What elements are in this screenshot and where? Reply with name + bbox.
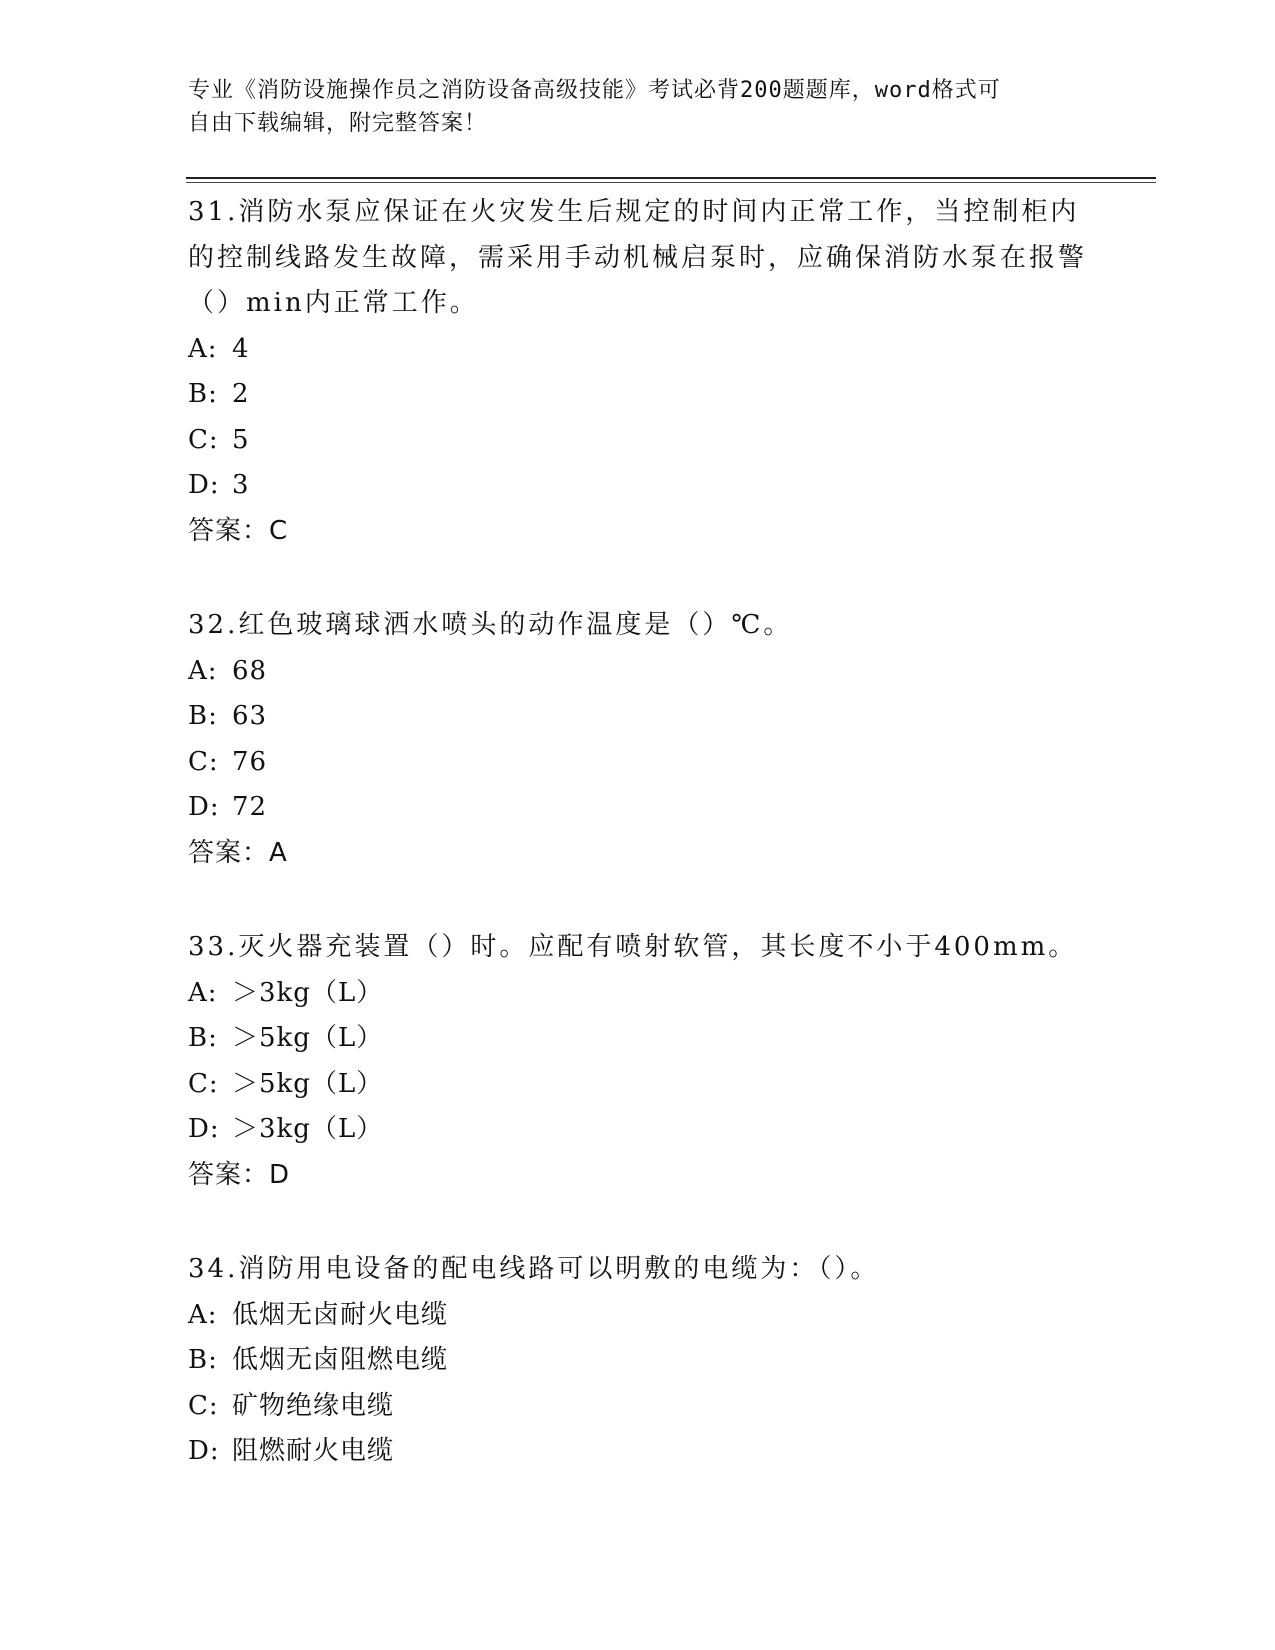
option-text: ＞5kg（L）: [232, 1068, 384, 1099]
question-stem: 34.消防用电设备的配电线路可以明敷的电缆为：（）。: [188, 1254, 880, 1284]
option-text: 阻燃耐火电缆: [232, 1436, 395, 1466]
question-31: [188, 186, 1088, 554]
answer-line: 答案：A: [188, 837, 288, 868]
option-d: [188, 1429, 1088, 1475]
option-letter: D:: [188, 792, 220, 822]
option-letter: A:: [188, 1299, 218, 1330]
option-letter: C:: [188, 1068, 219, 1099]
option-c: [188, 1062, 1088, 1108]
option-text: ＞5kg（L）: [232, 1023, 384, 1053]
question-34: [188, 1243, 1088, 1475]
answer-line: 答案：C: [188, 515, 289, 546]
option-text: ＞3kg（L）: [232, 977, 384, 1008]
option-a: [188, 327, 1088, 373]
option-letter: A:: [188, 977, 218, 1008]
option-d: [188, 463, 1088, 509]
option-letter: C:: [188, 1390, 219, 1421]
option-text: 72: [232, 792, 268, 822]
option-letter: D:: [188, 470, 220, 500]
option-letter: A:: [188, 333, 218, 364]
option-letter: B:: [188, 1023, 218, 1053]
option-text: 矿物绝缘电缆: [232, 1390, 395, 1421]
option-b: [188, 372, 1088, 418]
question-33: [188, 921, 1088, 1198]
option-c: [188, 1384, 1088, 1430]
question-stem: 32.红色玻璃球洒水喷头的动作温度是（）℃。: [188, 610, 793, 640]
option-text: 4: [232, 333, 250, 364]
option-c: [188, 418, 1088, 464]
option-d: [188, 785, 1088, 831]
option-text: 63: [232, 701, 268, 731]
option-text: 5: [232, 424, 250, 455]
option-a: [188, 1293, 1088, 1339]
option-text: 76: [232, 746, 268, 777]
option-text: 2: [232, 379, 250, 409]
option-text: 68: [232, 655, 268, 686]
option-text: 低烟无卤耐火电缆: [232, 1299, 449, 1330]
header-divider-thin: [186, 182, 1156, 183]
option-b: [188, 1016, 1088, 1062]
question-32: [188, 599, 1088, 876]
option-b: [188, 1338, 1088, 1384]
option-text: 低烟无卤阻燃电缆: [232, 1345, 449, 1375]
option-letter: B:: [188, 1345, 218, 1375]
header-line-1: 专业《消防设施操作员之消防设备高级技能》考试必背200题题库，word格式可: [188, 78, 1001, 103]
option-b: [188, 694, 1088, 740]
option-a: [188, 971, 1088, 1017]
answer-line: 答案：D: [188, 1159, 291, 1190]
header-divider-thick: [186, 177, 1156, 179]
option-letter: C:: [188, 424, 219, 455]
option-letter: B:: [188, 701, 218, 731]
option-text: 3: [232, 470, 250, 500]
option-a: [188, 649, 1088, 695]
option-letter: D:: [188, 1436, 220, 1466]
question-stem: 31.消防水泵应保证在火灾发生后规定的时间内正常工作，当控制柜内的控制线路发生故障，需采用手动机械启泵时，应确保消防水泵在报警（）min内正常工作。: [188, 197, 1088, 318]
option-d: [188, 1107, 1088, 1153]
header-line-2: 自由下载编辑，附完整答案！: [188, 111, 488, 136]
question-list: [188, 186, 1088, 1520]
option-letter: D:: [188, 1114, 220, 1144]
option-text: ＞3kg（L）: [232, 1114, 384, 1144]
option-c: [188, 740, 1088, 786]
question-stem: 33.灭火器充装置（）时。应配有喷射软管，其长度不小于400mm。: [188, 932, 1078, 962]
option-letter: C:: [188, 746, 219, 777]
option-letter: B:: [188, 379, 218, 409]
document-header: [188, 74, 1088, 140]
option-letter: A:: [188, 655, 218, 686]
